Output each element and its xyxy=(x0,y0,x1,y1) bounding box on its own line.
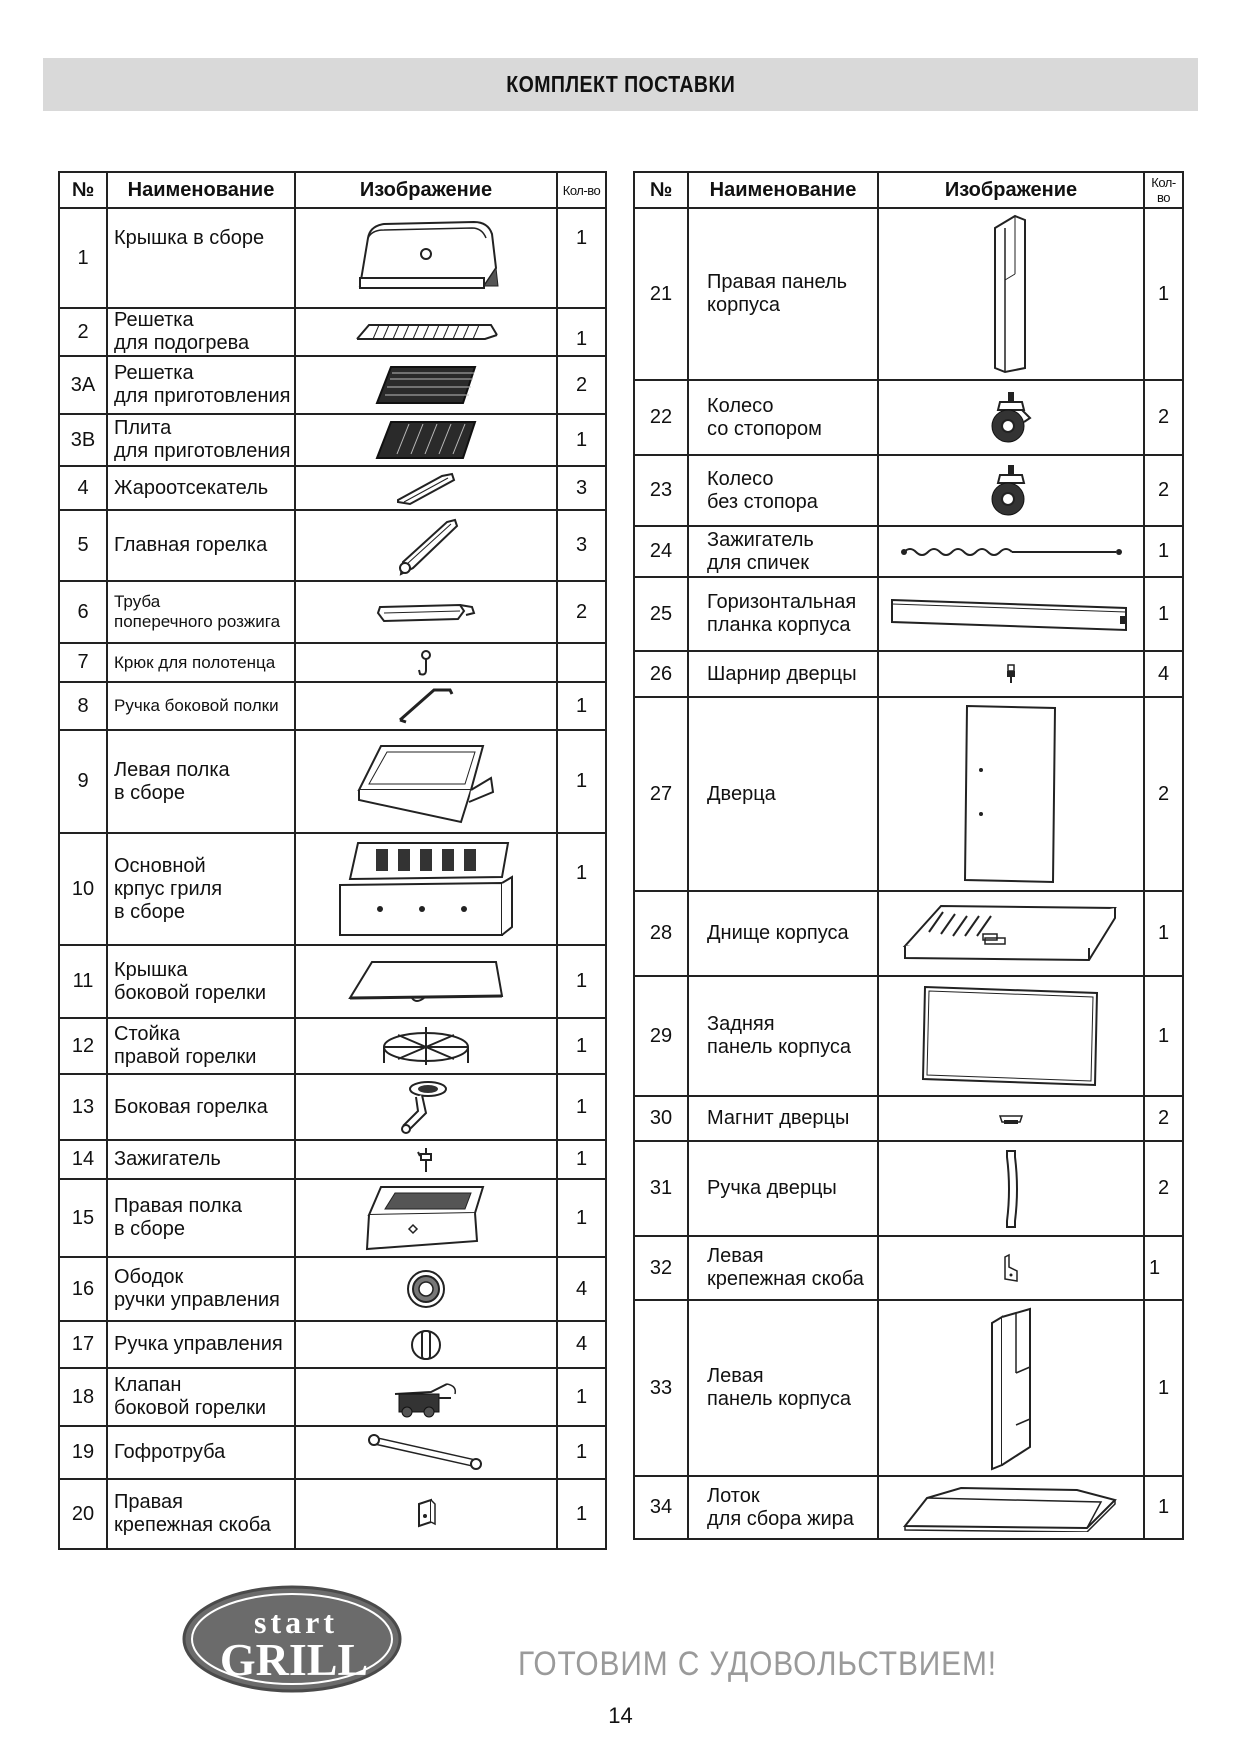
logo-bottom-text: GRILL xyxy=(219,1634,369,1685)
row-qty: 1 xyxy=(557,1140,606,1179)
row-name-line: Левая xyxy=(707,1365,764,1387)
row-name-line: Правая полка xyxy=(114,1195,243,1217)
row-name xyxy=(107,682,295,730)
row-name-line: для сбора жира xyxy=(707,1507,854,1530)
row-name-line: Крюк для полотенца xyxy=(114,652,276,672)
row-name-line: Левая xyxy=(707,1245,764,1267)
row-image xyxy=(295,1179,557,1257)
row-qty: 4 xyxy=(1144,651,1183,697)
row-image xyxy=(295,466,557,510)
row-name-line: Днище корпуса xyxy=(707,922,849,944)
door-handle-icon xyxy=(1001,1149,1021,1229)
row-image xyxy=(878,1476,1144,1539)
row-qty: 1 xyxy=(557,1018,606,1074)
row-name xyxy=(688,380,878,455)
row-name xyxy=(688,697,878,891)
table-row xyxy=(59,1257,606,1321)
row-name-line: боковой горелки xyxy=(114,981,267,1004)
row-image xyxy=(295,945,557,1018)
row-image xyxy=(878,976,1144,1096)
row-name-line: Шарнир дверцы xyxy=(707,662,857,685)
row-name xyxy=(688,891,878,976)
caster-icon xyxy=(988,463,1034,519)
lid-icon xyxy=(346,216,506,300)
row-name-line: Клапан xyxy=(114,1374,182,1396)
header-image: Изображение xyxy=(878,172,1144,208)
row-qty: 1 xyxy=(1144,1236,1183,1300)
grease-tray-icon xyxy=(901,1484,1121,1532)
row-image xyxy=(878,577,1144,651)
row-name-line: для приготовления xyxy=(114,385,291,407)
row-num: 19 xyxy=(59,1426,107,1479)
row-name-line: панель корпуса xyxy=(707,1036,852,1058)
row-name xyxy=(107,356,295,414)
table-row xyxy=(59,466,606,510)
header-image: Изображение xyxy=(295,172,557,208)
row-image xyxy=(295,356,557,414)
door-hinge-icon xyxy=(1004,663,1018,685)
start-grill-logo xyxy=(180,1583,404,1695)
row-image xyxy=(295,1321,557,1368)
row-image xyxy=(878,526,1144,577)
row-name xyxy=(107,1074,295,1140)
row-num: 12 xyxy=(59,1018,107,1074)
row-name xyxy=(688,1096,878,1141)
row-qty: 1 xyxy=(1144,208,1183,380)
row-qty: 2 xyxy=(1144,1141,1183,1236)
row-qty: 1 xyxy=(1144,1300,1183,1476)
row-image xyxy=(295,208,557,308)
header-name: Наименование xyxy=(688,172,878,208)
row-num: 5 xyxy=(59,510,107,581)
left-bracket-icon xyxy=(1001,1253,1021,1283)
row-name xyxy=(107,510,295,581)
table-row xyxy=(59,1368,606,1426)
row-num: 33 xyxy=(634,1300,688,1476)
row-image xyxy=(878,1096,1144,1141)
row-name xyxy=(688,976,878,1096)
row-num: 34 xyxy=(634,1476,688,1539)
row-name-line: Лоток xyxy=(707,1484,760,1507)
row-num: 27 xyxy=(634,697,688,891)
row-name-line: со стопором xyxy=(707,417,822,440)
row-num: 32 xyxy=(634,1236,688,1300)
table-row xyxy=(634,976,1183,1096)
header-name: Наименование xyxy=(107,172,295,208)
row-qty: 1 xyxy=(1144,577,1183,651)
row-name-line: Правая панель xyxy=(707,271,848,293)
row-num: 24 xyxy=(634,526,688,577)
table-row xyxy=(59,308,606,356)
heat-shield-icon xyxy=(394,470,458,506)
row-num: 23 xyxy=(634,455,688,526)
row-qty: 1 xyxy=(557,682,606,730)
table-row xyxy=(634,526,1183,577)
row-qty xyxy=(557,643,606,682)
back-panel-icon xyxy=(919,983,1103,1089)
row-qty: 2 xyxy=(1144,1096,1183,1141)
table-row xyxy=(59,643,606,682)
row-image xyxy=(878,455,1144,526)
table-row xyxy=(59,730,606,833)
burner-grate-icon xyxy=(376,1023,476,1069)
row-name xyxy=(107,581,295,643)
row-name xyxy=(688,1476,878,1539)
row-name xyxy=(107,1321,295,1368)
towel-hook-icon xyxy=(414,648,438,678)
row-name xyxy=(688,1141,878,1236)
shelf-handle-icon xyxy=(396,686,456,726)
row-qty: 1 xyxy=(557,1479,606,1549)
table-row xyxy=(59,945,606,1018)
table-row xyxy=(634,1096,1183,1141)
row-name xyxy=(688,208,878,380)
row-qty: 2 xyxy=(557,356,606,414)
locking-caster-icon xyxy=(988,390,1034,446)
table-row xyxy=(634,891,1183,976)
row-image xyxy=(295,1074,557,1140)
row-name-line: Правая xyxy=(114,1491,183,1513)
row-name xyxy=(107,1368,295,1426)
row-qty: 1 xyxy=(557,1074,606,1140)
row-name xyxy=(688,455,878,526)
row-name-line: Крышка xyxy=(114,958,188,981)
row-name xyxy=(688,1300,878,1476)
row-name-line: Зажигатель xyxy=(114,1148,221,1170)
slogan: ГОТОВИМ С УДОВОЛЬСТВИЕМ! xyxy=(518,1645,997,1683)
row-image xyxy=(878,891,1144,976)
parts-table-right xyxy=(633,171,1184,1540)
table-row xyxy=(634,455,1183,526)
table-row xyxy=(59,356,606,414)
grill-body-icon xyxy=(336,837,516,941)
row-qty: 1 xyxy=(557,730,606,833)
row-qty: 1 xyxy=(1144,976,1183,1096)
table-header-row xyxy=(59,172,606,208)
igniter-icon xyxy=(416,1146,436,1174)
table-row xyxy=(634,1476,1183,1539)
door-magnet-icon xyxy=(998,1112,1024,1126)
row-num: 1 xyxy=(59,208,107,308)
header-num: № xyxy=(59,172,107,208)
row-image xyxy=(878,697,1144,891)
match-holder-icon xyxy=(896,544,1126,560)
row-image xyxy=(878,1300,1144,1476)
row-name-line: Ручка дверцы xyxy=(707,1177,837,1199)
row-name xyxy=(107,1140,295,1179)
main-burner-icon xyxy=(391,514,461,578)
table-row xyxy=(59,1321,606,1368)
row-name xyxy=(107,1179,295,1257)
row-name xyxy=(107,1257,295,1321)
row-name-line: правой горелки xyxy=(114,1046,257,1068)
row-name xyxy=(688,526,878,577)
logo-top-text: start xyxy=(254,1604,338,1640)
row-qty: 1 xyxy=(1144,1476,1183,1539)
row-qty: 3 xyxy=(557,466,606,510)
header-qty: Кол-во xyxy=(1144,172,1183,208)
row-image xyxy=(295,643,557,682)
row-name xyxy=(688,651,878,697)
row-qty: 2 xyxy=(1144,455,1183,526)
table-row xyxy=(634,577,1183,651)
row-name xyxy=(107,1018,295,1074)
table-row xyxy=(59,1074,606,1140)
row-name-line: корпуса xyxy=(707,294,780,316)
row-name xyxy=(107,466,295,510)
row-name-line: Ободок xyxy=(114,1266,184,1288)
table-row xyxy=(634,697,1183,891)
row-name-line: Решетка xyxy=(114,362,194,384)
row-image xyxy=(295,510,557,581)
row-image xyxy=(295,308,557,356)
row-qty: 1 xyxy=(557,208,606,308)
row-num: 28 xyxy=(634,891,688,976)
row-name xyxy=(107,414,295,466)
cabinet-bottom-icon xyxy=(901,902,1121,966)
row-qty: 3 xyxy=(557,510,606,581)
table-row xyxy=(634,208,1183,380)
horizontal-bar-icon xyxy=(886,594,1136,634)
row-name xyxy=(107,643,295,682)
row-name-line: Стойка xyxy=(114,1023,180,1045)
row-image xyxy=(878,1141,1144,1236)
row-name-line: крпус гриля xyxy=(114,877,223,900)
row-qty: 1 xyxy=(557,414,606,466)
left-panel-icon xyxy=(988,1305,1034,1471)
table-row xyxy=(59,1018,606,1074)
row-qty: 1 xyxy=(557,1179,606,1257)
table-row xyxy=(59,1179,606,1257)
row-num: 30 xyxy=(634,1096,688,1141)
row-num: 20 xyxy=(59,1479,107,1549)
row-num: 17 xyxy=(59,1321,107,1368)
row-num: 22 xyxy=(634,380,688,455)
row-name-line: Колесо xyxy=(707,467,774,490)
row-num: 2 xyxy=(59,308,107,356)
row-qty: 1 xyxy=(557,945,606,1018)
row-name-line: в сборе xyxy=(114,1218,186,1240)
table-row xyxy=(634,1236,1183,1300)
control-knob-icon xyxy=(408,1326,444,1364)
row-qty: 1 xyxy=(1144,526,1183,577)
table-row xyxy=(634,651,1183,697)
door-icon xyxy=(961,704,1061,884)
row-name-line: Боковая горелка xyxy=(114,1095,268,1118)
row-name-line: боковой горелки xyxy=(114,1397,267,1419)
row-name-line: Гофротруба xyxy=(114,1441,226,1463)
table-header-row xyxy=(634,172,1183,208)
row-name-line: поперечного розжига xyxy=(114,612,281,631)
row-image xyxy=(295,581,557,643)
row-name xyxy=(107,833,295,945)
row-num: 14 xyxy=(59,1140,107,1179)
table-row xyxy=(59,1426,606,1479)
parts-table-left xyxy=(58,171,607,1550)
row-num: 6 xyxy=(59,581,107,643)
bracket-icon xyxy=(413,1498,439,1530)
row-num: 4 xyxy=(59,466,107,510)
left-shelf-icon xyxy=(351,738,501,826)
header-qty: Кол-во xyxy=(557,172,606,208)
row-name xyxy=(107,208,295,308)
row-name-line: в сборе xyxy=(114,781,186,804)
crossover-tube-icon xyxy=(374,597,478,627)
row-image xyxy=(295,1257,557,1321)
row-name-line: Ручка управления xyxy=(114,1333,283,1355)
table-row xyxy=(59,1479,606,1549)
row-image xyxy=(295,1426,557,1479)
row-image xyxy=(295,682,557,730)
warming-rack-icon xyxy=(351,319,501,345)
row-num: 18 xyxy=(59,1368,107,1426)
table-row xyxy=(59,682,606,730)
row-num: 31 xyxy=(634,1141,688,1236)
row-image xyxy=(295,414,557,466)
side-panel-icon xyxy=(991,214,1031,374)
row-qty: 2 xyxy=(557,581,606,643)
row-name-line: для спичек xyxy=(707,551,810,574)
cooking-plate-icon xyxy=(371,418,481,462)
row-num: 29 xyxy=(634,976,688,1096)
row-name-line: крепежная скоба xyxy=(114,1514,271,1536)
row-image xyxy=(295,1018,557,1074)
row-image xyxy=(295,833,557,945)
row-qty: 2 xyxy=(1144,380,1183,455)
table-row xyxy=(634,380,1183,455)
row-qty: 1 xyxy=(557,308,606,356)
row-name-line: в сборе xyxy=(114,900,186,923)
row-name xyxy=(107,308,295,356)
row-num: 16 xyxy=(59,1257,107,1321)
row-name-line: Зажигатель xyxy=(707,528,814,551)
table-row xyxy=(59,208,606,308)
row-num: 13 xyxy=(59,1074,107,1140)
row-name-line: ручки управления xyxy=(114,1289,280,1311)
row-name-line: Крышка в сборе xyxy=(114,227,265,249)
row-qty: 1 xyxy=(1144,891,1183,976)
page-number: 14 xyxy=(608,1703,633,1728)
row-num: 26 xyxy=(634,651,688,697)
row-num: 9 xyxy=(59,730,107,833)
row-num: 3А xyxy=(59,356,107,414)
table-row xyxy=(634,1300,1183,1476)
row-name-line: Задняя xyxy=(707,1013,775,1035)
row-name-line: для приготовления xyxy=(114,440,291,462)
row-qty: 2 xyxy=(1144,697,1183,891)
cooking-grate-icon xyxy=(371,363,481,407)
row-qty: 4 xyxy=(557,1321,606,1368)
table-row xyxy=(59,414,606,466)
row-name-line: Дверца xyxy=(707,782,776,805)
row-image xyxy=(295,1368,557,1426)
row-name-line: крепежная скоба xyxy=(707,1268,864,1290)
section-title: КОМПЛЕКТ ПОСТАВКИ xyxy=(505,71,736,97)
corrugated-tube-icon xyxy=(366,1433,486,1473)
row-name-line: Горизонтальная xyxy=(707,591,857,613)
table-row xyxy=(634,1141,1183,1236)
row-name xyxy=(107,1426,295,1479)
row-name-line: панель корпуса xyxy=(707,1388,852,1410)
row-num: 10 xyxy=(59,833,107,945)
row-name-line: планка корпуса xyxy=(707,614,851,636)
row-name xyxy=(107,945,295,1018)
row-qty: 1 xyxy=(557,833,606,945)
row-num: 21 xyxy=(634,208,688,380)
section-header xyxy=(43,58,1198,111)
side-burner-lid-icon xyxy=(346,958,506,1006)
row-image xyxy=(878,651,1144,697)
row-name-line: Основной xyxy=(114,854,206,877)
row-name-line: без стопора xyxy=(707,490,818,513)
row-name-line: Решетка xyxy=(114,309,194,331)
table-row xyxy=(59,833,606,945)
row-name xyxy=(107,730,295,833)
row-image xyxy=(295,1140,557,1179)
row-name-line: Плита xyxy=(114,417,172,439)
row-name-line: Труба xyxy=(114,592,161,612)
valve-icon xyxy=(391,1374,461,1420)
row-num: 7 xyxy=(59,643,107,682)
row-num: 3В xyxy=(59,414,107,466)
row-image xyxy=(878,380,1144,455)
row-name-line: Магнит дверцы xyxy=(707,1107,850,1129)
row-num: 25 xyxy=(634,577,688,651)
row-image xyxy=(878,1236,1144,1300)
row-name-line: Левая полка xyxy=(114,758,230,781)
row-qty: 1 xyxy=(557,1368,606,1426)
row-num: 15 xyxy=(59,1179,107,1257)
row-image xyxy=(295,730,557,833)
row-num: 11 xyxy=(59,945,107,1018)
row-name-line: для подогрева xyxy=(114,332,250,354)
row-qty: 4 xyxy=(557,1257,606,1321)
row-name-line: Ручка боковой полки xyxy=(114,696,279,716)
right-shelf-icon xyxy=(361,1183,491,1253)
row-name-line: Главная горелка xyxy=(114,534,268,556)
row-image xyxy=(878,208,1144,380)
row-name xyxy=(107,1479,295,1549)
row-name-line: Колесо xyxy=(707,394,774,417)
row-num: 8 xyxy=(59,682,107,730)
row-qty: 1 xyxy=(557,1426,606,1479)
row-name xyxy=(688,1236,878,1300)
knob-bezel-icon xyxy=(405,1268,447,1310)
header-num: № xyxy=(634,172,688,208)
side-burner-icon xyxy=(396,1077,456,1137)
table-row xyxy=(59,1140,606,1179)
table-row xyxy=(59,510,606,581)
row-name xyxy=(688,577,878,651)
row-name-line: Жароотсекатель xyxy=(114,476,269,499)
row-image xyxy=(295,1479,557,1549)
table-row xyxy=(59,581,606,643)
